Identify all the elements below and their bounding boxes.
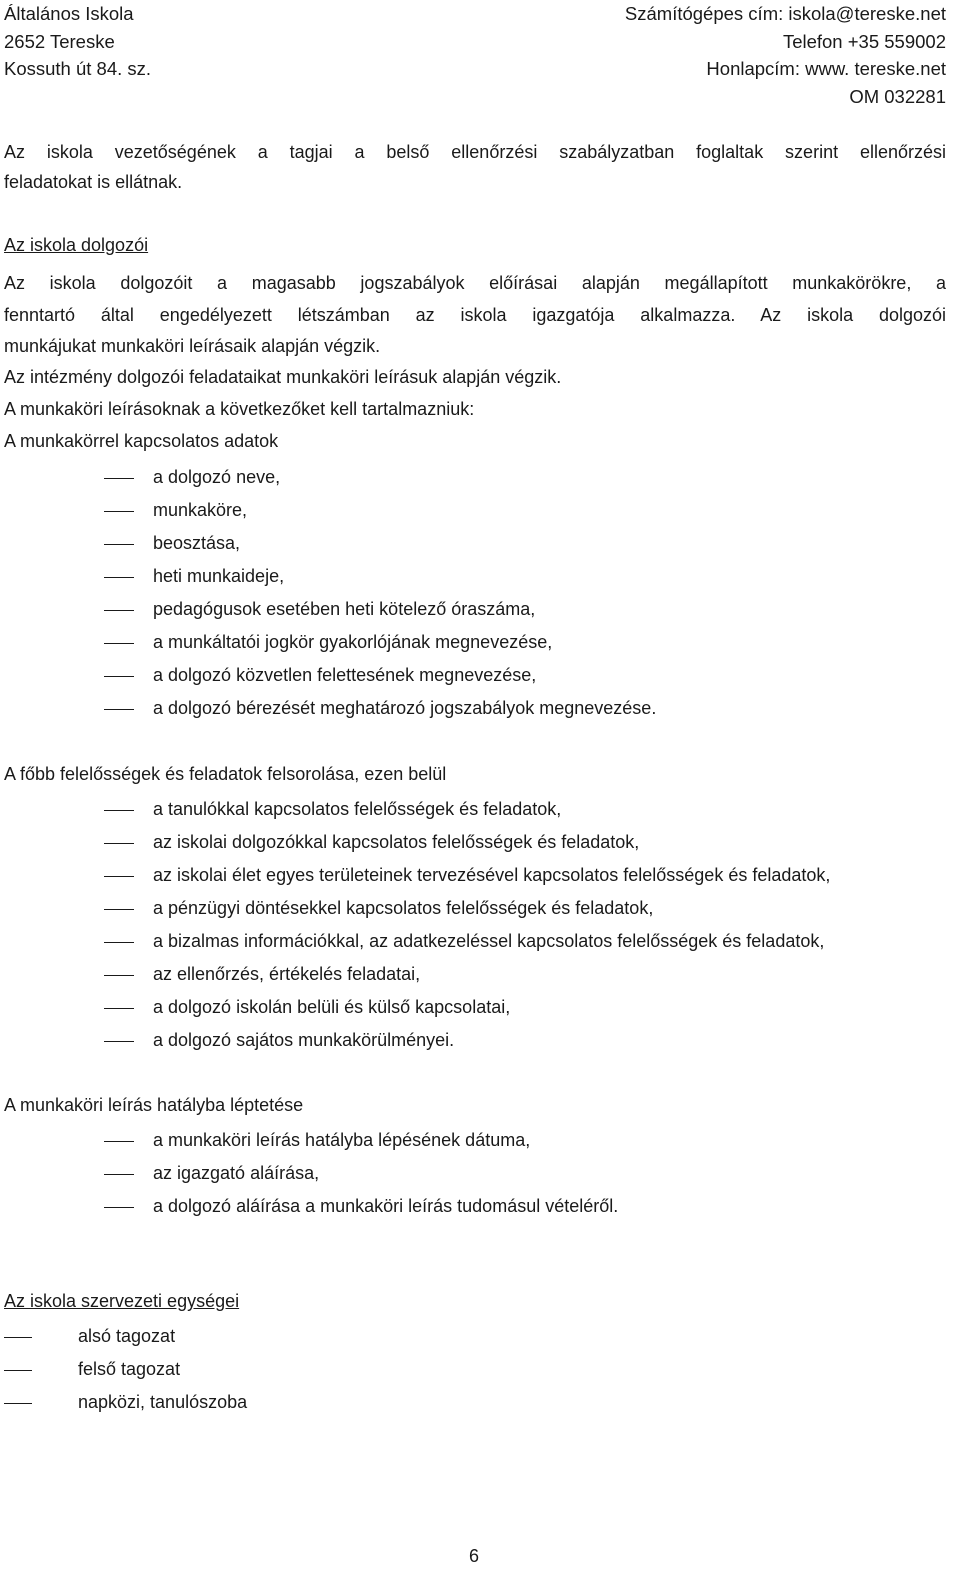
- dash-bullet-icon: [104, 909, 134, 910]
- felelossegek-list: [0, 793, 946, 1057]
- page-number: 6: [468, 1546, 479, 1566]
- intro-line-2: feladatokat is ellátnak.: [4, 172, 183, 192]
- dash-bullet-icon: [104, 610, 134, 611]
- letterhead-address: [4, 0, 151, 83]
- dash-bullet-icon: [104, 876, 134, 877]
- dash-bullet-icon: [104, 843, 134, 844]
- adatok-list: [0, 461, 946, 725]
- dolgozok-line-c: A munkakörrel kapcsolatos adatok: [4, 431, 279, 451]
- dash-bullet-icon: [104, 1174, 134, 1175]
- hatalyba-list: [0, 1124, 946, 1223]
- list-item: munkaköre,: [0, 494, 946, 527]
- list-item: a pénzügyi döntésekkel kapcsolatos felelősségek és feladatok,: [0, 892, 946, 925]
- list-item: az ellenőrzés, értékelés feladatai,: [0, 958, 946, 991]
- dash-bullet-icon: [4, 1370, 32, 1371]
- dolgozok-para-line-1: Az iskola dolgozóit a magasabb jogszabályok előírásai alapján megállapított munkakörökre, a: [4, 273, 946, 293]
- dash-bullet-icon: [104, 676, 134, 677]
- contact-website: Honlapcím: www. tereske.net: [706, 58, 946, 79]
- heading-text: Az iskola dolgozói: [4, 235, 149, 255]
- dash-bullet-icon: [104, 709, 134, 710]
- dolgozok-line-b: A munkaköri leírásoknak a következőket kell tartalmazniuk:: [4, 399, 475, 419]
- dolgozok-line-a: Az intézmény dolgozói feladataikat munkaköri leírásuk alapján végzik.: [4, 367, 562, 387]
- dash-bullet-icon: [104, 1141, 134, 1142]
- contact-phone: Telefon +35 559002: [782, 30, 946, 52]
- section-heading-dolgozok: [4, 230, 946, 260]
- list-item: a dolgozó sajátos munkakörülményei.: [0, 1024, 946, 1057]
- list-item: a bizalmas információkkal, az adatkezeléssel kapcsolatos felelősségek és feladatok,: [0, 925, 946, 958]
- school-name: Általános Iskola: [4, 3, 134, 24]
- intro-line-1: Az iskola vezetőségének a tagjai a belső ellenőrzési szabályzatban foglaltak szerint ellenőrzési: [4, 142, 946, 162]
- dash-bullet-icon: [104, 478, 134, 479]
- egysegek-list: [0, 1320, 946, 1419]
- contact-email: Számítógépes cím: iskola@tereske.net: [624, 3, 946, 24]
- dash-bullet-icon: [104, 1008, 134, 1009]
- dash-bullet-icon: [4, 1337, 32, 1338]
- list-item: a munkáltatói jogkör gyakorlójának megnevezése,: [0, 626, 946, 659]
- dash-bullet-icon: [104, 643, 134, 644]
- felelossegek-heading: A főbb felelősségek és feladatok felsorolása, ezen belül: [4, 764, 447, 784]
- list-item: az iskolai élet egyes területeinek tervezésével kapcsolatos felelősségek és feladatok,: [0, 859, 946, 892]
- list-item: a dolgozó aláírása a munkaköri leírás tudomásul vételéről.: [0, 1190, 946, 1223]
- dash-bullet-icon: [104, 1207, 134, 1208]
- list-item: pedagógusok esetében heti kötelező óraszáma,: [0, 593, 946, 626]
- school-city: 2652 Tereske: [4, 30, 115, 52]
- dash-bullet-icon: [104, 544, 134, 545]
- dolgozok-para-line-2: fenntartó által engedélyezett létszámban az iskola igazgatója alkalmazza. Az iskola dolgozói: [4, 305, 946, 325]
- list-item: az igazgató aláírása,: [0, 1157, 946, 1190]
- dash-bullet-icon: [104, 1041, 134, 1042]
- list-item: alsó tagozat: [0, 1320, 946, 1353]
- list-item: beosztása,: [0, 527, 946, 560]
- list-item: napközi, tanulószoba: [0, 1386, 946, 1419]
- contact-om-code: OM 032281: [849, 85, 946, 107]
- list-item: a dolgozó bérezését meghatározó jogszabályok megnevezése.: [0, 692, 946, 725]
- dash-bullet-icon: [104, 810, 134, 811]
- letterhead: [4, 0, 946, 112]
- list-item: a dolgozó iskolán belüli és külső kapcsolatai,: [0, 991, 946, 1024]
- list-item: a munkaköri leírás hatályba lépésének dátuma,: [0, 1124, 946, 1157]
- dolgozok-para-line-3: munkájukat munkaköri leírásaik alapján végzik.: [4, 336, 381, 356]
- dash-bullet-icon: [4, 1403, 32, 1404]
- heading-text: Az iskola szervezeti egységei: [4, 1291, 240, 1311]
- letterhead-contact: [625, 0, 946, 110]
- dash-bullet-icon: [104, 942, 134, 943]
- dash-bullet-icon: [104, 577, 134, 578]
- list-item: felső tagozat: [0, 1353, 946, 1386]
- list-item: a dolgozó neve,: [0, 461, 946, 494]
- section-heading-egysegek: [4, 1286, 946, 1316]
- list-item: az iskolai dolgozókkal kapcsolatos felelősségek és feladatok,: [0, 826, 946, 859]
- dash-bullet-icon: [104, 511, 134, 512]
- list-item: a dolgozó közvetlen felettesének megnevezése,: [0, 659, 946, 692]
- list-item: heti munkaideje,: [0, 560, 946, 593]
- list-item: a tanulókkal kapcsolatos felelősségek és feladatok,: [0, 793, 946, 826]
- hatalyba-heading: A munkaköri leírás hatályba léptetése: [4, 1095, 304, 1115]
- dash-bullet-icon: [104, 975, 134, 976]
- school-street: Kossuth út 84. sz.: [4, 58, 152, 79]
